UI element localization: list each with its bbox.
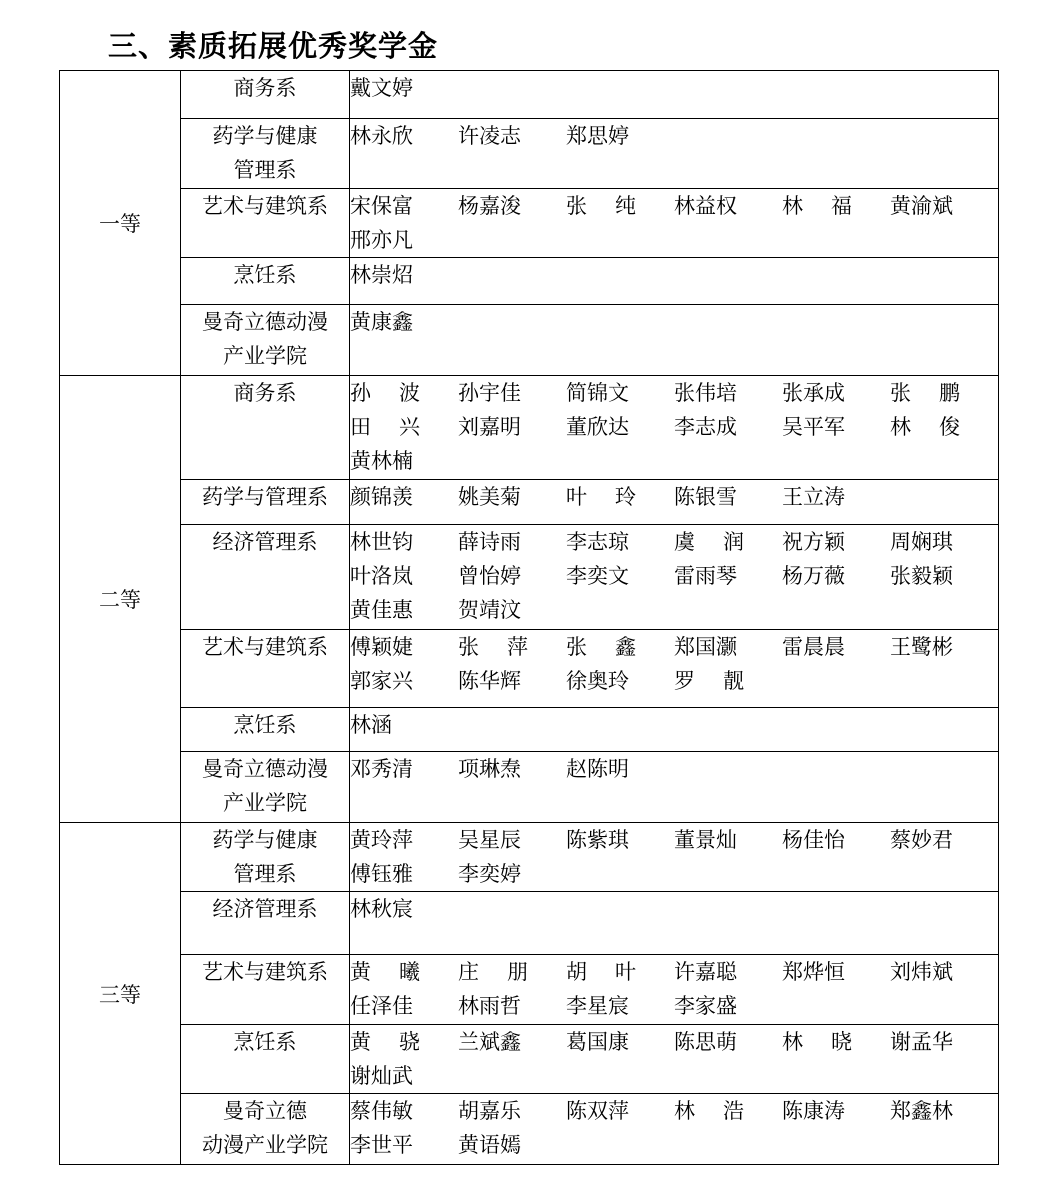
names-cell	[350, 630, 999, 708]
recipient-name: 陈康涛	[782, 1099, 845, 1123]
recipient-name: 邢亦凡	[350, 228, 413, 252]
table-row	[60, 119, 999, 189]
recipient-name: 蔡妙君	[890, 828, 953, 852]
recipient-name: 林益权	[674, 194, 737, 218]
recipient-name: 董欣达	[566, 415, 629, 439]
table-row	[60, 525, 999, 630]
recipient-name: 兰斌鑫	[458, 1030, 521, 1054]
grade-cell: 一等	[60, 71, 181, 376]
recipient-name: 谢灿武	[350, 1064, 413, 1088]
table-row	[60, 376, 999, 480]
recipient-name: 林 浩	[674, 1099, 744, 1123]
department-cell: 经济管理系	[181, 525, 350, 630]
recipient-name: 邓秀清	[350, 757, 413, 781]
department-cell: 商务系	[181, 71, 350, 119]
recipient-name: 徐奥玲	[566, 669, 629, 693]
recipient-name: 林世钧	[350, 530, 413, 554]
recipient-name: 孙 波	[350, 381, 420, 405]
recipient-name: 简锦文	[566, 381, 629, 405]
recipient-name: 王立涛	[782, 485, 845, 509]
recipient-name: 许凌志	[458, 124, 521, 148]
table-row	[60, 480, 999, 525]
recipient-name: 林涵	[350, 713, 392, 737]
department-cell: 药学与健康 管理系	[181, 119, 350, 189]
names-cell	[350, 752, 999, 823]
recipient-name: 陈华辉	[458, 669, 521, 693]
table-row	[60, 955, 999, 1025]
names-cell	[350, 189, 999, 258]
department-cell: 药学与管理系	[181, 480, 350, 525]
recipient-name: 李星宸	[566, 994, 629, 1018]
department-cell: 艺术与建筑系	[181, 955, 350, 1025]
recipient-name: 周娴琪	[890, 530, 953, 554]
recipient-name: 李志琼	[566, 530, 629, 554]
recipient-name: 黄佳惠	[350, 598, 413, 622]
recipient-name: 林崇炤	[350, 263, 413, 287]
recipient-name: 黄渝斌	[890, 194, 953, 218]
recipient-name: 李奕婷	[458, 862, 521, 886]
recipient-name: 谢孟华	[890, 1030, 953, 1054]
recipient-name: 葛国康	[566, 1030, 629, 1054]
recipient-name: 田 兴	[350, 415, 420, 439]
department-cell: 药学与健康 管理系	[181, 823, 350, 892]
recipient-name: 孙宇佳	[458, 381, 521, 405]
recipient-name: 姚美菊	[458, 485, 521, 509]
names-cell	[350, 258, 999, 305]
recipient-name: 黄 骁	[350, 1030, 420, 1054]
recipient-name: 许嘉聪	[674, 960, 737, 984]
recipient-name: 郑思婷	[566, 124, 629, 148]
names-cell	[350, 376, 999, 480]
recipient-name: 颜锦羡	[350, 485, 413, 509]
department-cell: 经济管理系	[181, 892, 350, 955]
table-row	[60, 752, 999, 823]
recipient-name: 傅钰雅	[350, 862, 413, 886]
table-row	[60, 892, 999, 955]
recipient-name: 林 福	[782, 194, 852, 218]
names-cell	[350, 708, 999, 752]
recipient-name: 张承成	[782, 381, 845, 405]
names-cell	[350, 305, 999, 376]
recipient-name: 李奕文	[566, 564, 629, 588]
grade-cell: 三等	[60, 823, 181, 1165]
recipient-name: 叶洛岚	[350, 564, 413, 588]
recipient-name: 郑烨恒	[782, 960, 845, 984]
recipient-name: 郭家兴	[350, 669, 413, 693]
table-row	[60, 71, 999, 119]
recipient-name: 雷晨晨	[782, 635, 845, 659]
recipient-name: 傅颖婕	[350, 635, 413, 659]
recipient-name: 庄 朋	[458, 960, 528, 984]
table-row	[60, 258, 999, 305]
names-cell	[350, 525, 999, 630]
recipient-name: 黄玲萍	[350, 828, 413, 852]
recipient-name: 杨佳怡	[782, 828, 845, 852]
department-cell: 艺术与建筑系	[181, 630, 350, 708]
recipient-name: 薛诗雨	[458, 530, 521, 554]
department-cell: 艺术与建筑系	[181, 189, 350, 258]
table-row	[60, 823, 999, 892]
recipient-name: 刘嘉明	[458, 415, 521, 439]
recipient-name: 黄康鑫	[350, 310, 413, 334]
recipient-name: 张 纯	[566, 194, 636, 218]
department-cell: 烹饪系	[181, 1025, 350, 1094]
table-body	[60, 71, 999, 1165]
recipient-name: 林秋宸	[350, 897, 413, 921]
recipient-name: 罗 靓	[674, 669, 744, 693]
recipient-name: 李家盛	[674, 994, 737, 1018]
recipient-name: 黄 曦	[350, 960, 420, 984]
recipient-name: 曾怡婷	[458, 564, 521, 588]
recipient-name: 雷雨琴	[674, 564, 737, 588]
recipient-name: 郑国灏	[674, 635, 737, 659]
department-cell: 烹饪系	[181, 258, 350, 305]
recipient-name: 杨嘉浚	[458, 194, 521, 218]
department-cell: 曼奇立德动漫 产业学院	[181, 305, 350, 376]
department-cell: 商务系	[181, 376, 350, 480]
recipient-name: 陈紫琪	[566, 828, 629, 852]
recipient-name: 虞 润	[674, 530, 744, 554]
names-cell	[350, 1025, 999, 1094]
grade-cell: 二等	[60, 376, 181, 823]
recipient-name: 李世平	[350, 1133, 413, 1157]
recipient-name: 张 鹏	[890, 381, 960, 405]
recipient-name: 张 萍	[458, 635, 528, 659]
recipient-name: 戴文婷	[350, 76, 413, 100]
recipient-name: 蔡伟敏	[350, 1099, 413, 1123]
recipient-name: 王鹭彬	[890, 635, 953, 659]
department-cell: 曼奇立德动漫 产业学院	[181, 752, 350, 823]
table-row	[60, 1025, 999, 1094]
recipient-name: 董景灿	[674, 828, 737, 852]
names-cell	[350, 480, 999, 525]
recipient-name: 陈双萍	[566, 1099, 629, 1123]
names-cell	[350, 892, 999, 955]
table-row	[60, 630, 999, 708]
scholarship-table	[59, 70, 999, 1165]
recipient-name: 赵陈明	[566, 757, 629, 781]
recipient-name: 林 晓	[782, 1030, 852, 1054]
department-cell: 烹饪系	[181, 708, 350, 752]
recipient-name: 黄语嫣	[458, 1133, 521, 1157]
table-row	[60, 1094, 999, 1165]
recipient-name: 陈银雪	[674, 485, 737, 509]
names-cell	[350, 823, 999, 892]
recipient-name: 宋保富	[350, 194, 413, 218]
recipient-name: 胡 叶	[566, 960, 636, 984]
recipient-name: 贺靖汶	[458, 598, 521, 622]
recipient-name: 吴星辰	[458, 828, 521, 852]
recipient-name: 刘炜斌	[890, 960, 953, 984]
recipient-name: 叶 玲	[566, 485, 636, 509]
section-title: 三、素质拓展优秀奖学金	[108, 29, 439, 63]
table-row	[60, 305, 999, 376]
recipient-name: 胡嘉乐	[458, 1099, 521, 1123]
recipient-name: 任泽佳	[350, 994, 413, 1018]
recipient-name: 张 鑫	[566, 635, 636, 659]
department-cell: 曼奇立德 动漫产业学院	[181, 1094, 350, 1165]
recipient-name: 郑鑫林	[890, 1099, 953, 1123]
table-row	[60, 189, 999, 258]
recipient-name: 林雨哲	[458, 994, 521, 1018]
recipient-name: 项琳焘	[458, 757, 521, 781]
recipient-name: 张毅颖	[890, 564, 953, 588]
recipient-name: 李志成	[674, 415, 737, 439]
recipient-name: 祝方颖	[782, 530, 845, 554]
recipient-name: 吴平军	[782, 415, 845, 439]
recipient-name: 黄林楠	[350, 449, 413, 473]
names-cell	[350, 71, 999, 119]
names-cell	[350, 955, 999, 1025]
recipient-name: 杨万薇	[782, 564, 845, 588]
recipient-name: 林 俊	[890, 415, 960, 439]
names-cell	[350, 1094, 999, 1165]
names-cell	[350, 119, 999, 189]
recipient-name: 陈思萌	[674, 1030, 737, 1054]
recipient-name: 林永欣	[350, 124, 413, 148]
table-row	[60, 708, 999, 752]
recipient-name: 张伟培	[674, 381, 737, 405]
